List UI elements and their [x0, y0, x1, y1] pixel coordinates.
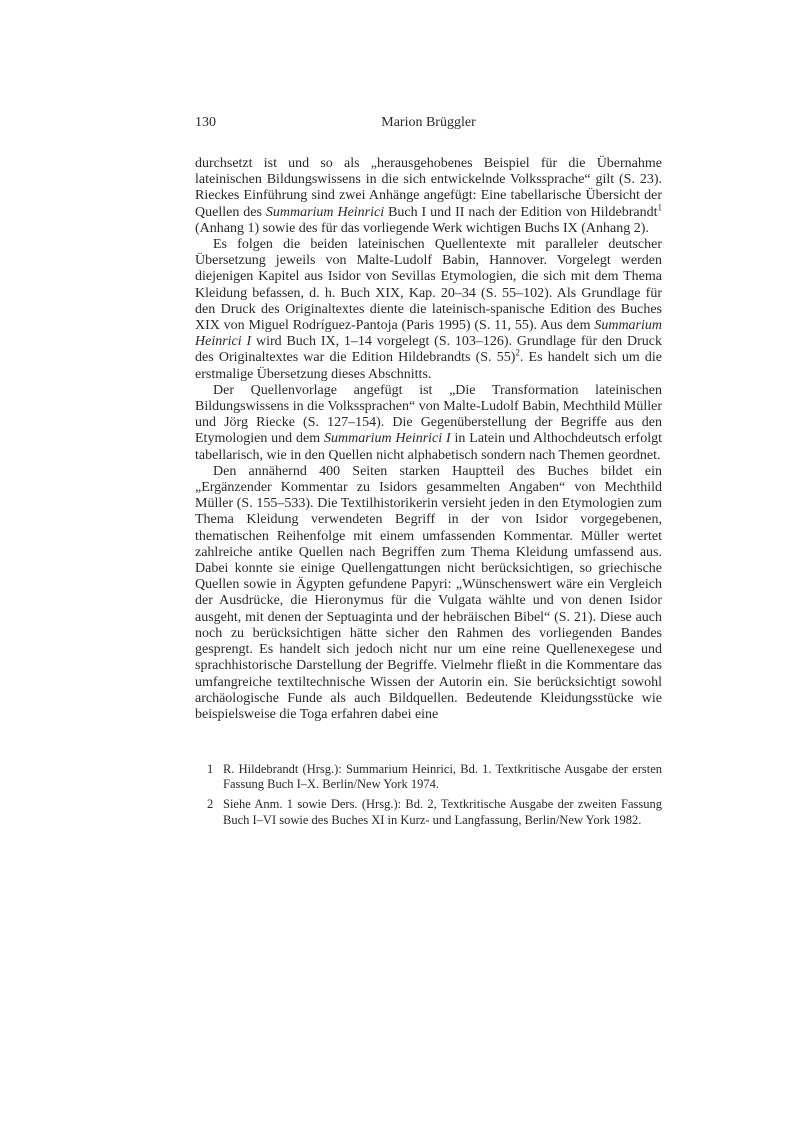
- paragraph: [195, 237, 662, 383]
- footnote-text: Siehe Anm. 1 sowie Ders. (Hrsg.): Bd. 2, Textkritische Ausgabe der zweiten Fassung Buch I–VI sowie des Buches XI in Kurz- und Langfassung, Berlin/New York 1982.: [223, 797, 662, 827]
- italic-segment: Summarium Heinrici: [265, 204, 385, 220]
- footnote-text: R. Hildebrandt (Hrsg.): Summarium Heinrici, Bd. 1. Textkritische Ausgabe der ersten Fassung Buch I–X. Berlin/New York 1974.: [223, 762, 662, 792]
- text-segment: Der Quellenvorlage angefügt ist „Die Transformation lateinischen Bildungswissens in die Volkssprachen“ von Malte-Ludolf Babin, Mechthild Müller und Jörg Riecke (S. 127–154). Die Gegenüberstellung der Begriffe aus den Etymologien und dem: [195, 382, 662, 447]
- footnote: [195, 797, 662, 827]
- text-segment: in Latein und Althochdeutsch erfolgt tabellarisch, wie in den Quellen nicht alphabetisch sondern nach Themen geordnet.: [195, 431, 662, 463]
- running-header: [195, 115, 662, 131]
- footnotes: [195, 762, 662, 833]
- text-segment: (Anhang 1) sowie des für das vorliegende Werk wichtigen Buchs IX (Anhang 2).: [195, 220, 649, 236]
- footnote-ref: 2: [515, 347, 520, 358]
- footnote-ref: 1: [657, 201, 662, 212]
- text-segment: durchsetzt ist und so als „herausgehobenes Beispiel für die Übernahme lateinischen Bildungswissens in die sich entwickelnde Volkssprache“ gilt (S. 23). Rieckes Einführung sind zwei Anhänge angefügt: Eine tabellarische Übersicht der Quellen des: [195, 156, 662, 220]
- italic-segment: Summarium Heinrici I: [323, 431, 451, 447]
- running-head-author: Marion Brüggler: [381, 115, 476, 130]
- text-segment: Es folgen die beiden lateinischen Quellentexte mit paralleler deutscher Übersetzung jeweils von Malte-Ludolf Babin, Hannover. Vorgelegt werden diejenigen Kapitel aus Isidor von Sevillas Etymologien, die sich mit dem Thema Kleidung befassen, d. h. Buch XIX, Kap. 20–34 (S. 55–102). Als Grundlage für den Druck des Originaltextes diente die lateinisch-spanische Edition des Buches XIX von Miguel Rodríguez-Pantoja (Paris 1995) (S. 11, 55). Aus dem: [195, 237, 662, 334]
- paragraph: [195, 464, 662, 723]
- text-segment: Den annähernd 400 Seiten starken Hauptteil des Buches bildet ein „Ergänzender Kommentar zu Isidors gesammelten Angaben“ von Mechthild Müller (S. 155–533). Die Textilhistorikerin versieht jeden in den Etymologien zum Thema Kleidung verwendeten Begriff in der von Isidor vorgegebenen, thematischen Reihenfolge mit einem umfassenden Kommentar. Müller wertet zahlreiche antike Quellen nach Begriffen zum Thema Kleidung umfassend aus. Dabei konnte sie einige Quellengattungen nicht berücksichtigen, so griechische Quellen sowie in Ägypten gefundene Papyri: „Wünschenswert wäre ein Vergleich der Ausdrücke, die Hieronymus für die Vulgata wählte und von denen Isidor ausgeht, mit denen der Septuaginta und der hebräischen Bibel“ (S. 21). Diese auch noch zu berücksichtigen hätte sicher den Rahmen des vorliegenden Bandes gesprengt. Es handelt sich jedoch nicht nur um eine reine Quellenexegese und sprachhistorische Darstellung der Begriffe. Vielmehr fließt in die Kommentare das umfangreiche textiltechnische Wissen der Autorin ein. Sie berücksichtigt sowohl archäologische Funde als auch Bildquellen. Bedeutende Kleidungsstücke wie beispielsweise die Toga erfahren dabei eine: [195, 463, 662, 722]
- body-text: [195, 156, 662, 723]
- text-segment: Buch I und II nach der Edition von Hildebrandt: [384, 204, 658, 220]
- footnote-number: 1: [207, 762, 214, 776]
- text-segment: . Es handelt sich um die erstmalige Übersetzung dieses Abschnitts.: [195, 350, 662, 382]
- paragraph: [195, 156, 662, 237]
- footnote: [195, 762, 662, 792]
- footnote-number: 2: [207, 797, 214, 812]
- page-number: 130: [195, 115, 216, 130]
- paragraph: [195, 383, 662, 464]
- italic-segment: Summarium Heinrici I: [195, 318, 662, 350]
- text-segment: wird Buch IX, 1–14 vorgelegt (S. 103–126). Grundlage für den Druck des Originaltextes war die Edition Hildebrandts (S. 55): [195, 334, 662, 366]
